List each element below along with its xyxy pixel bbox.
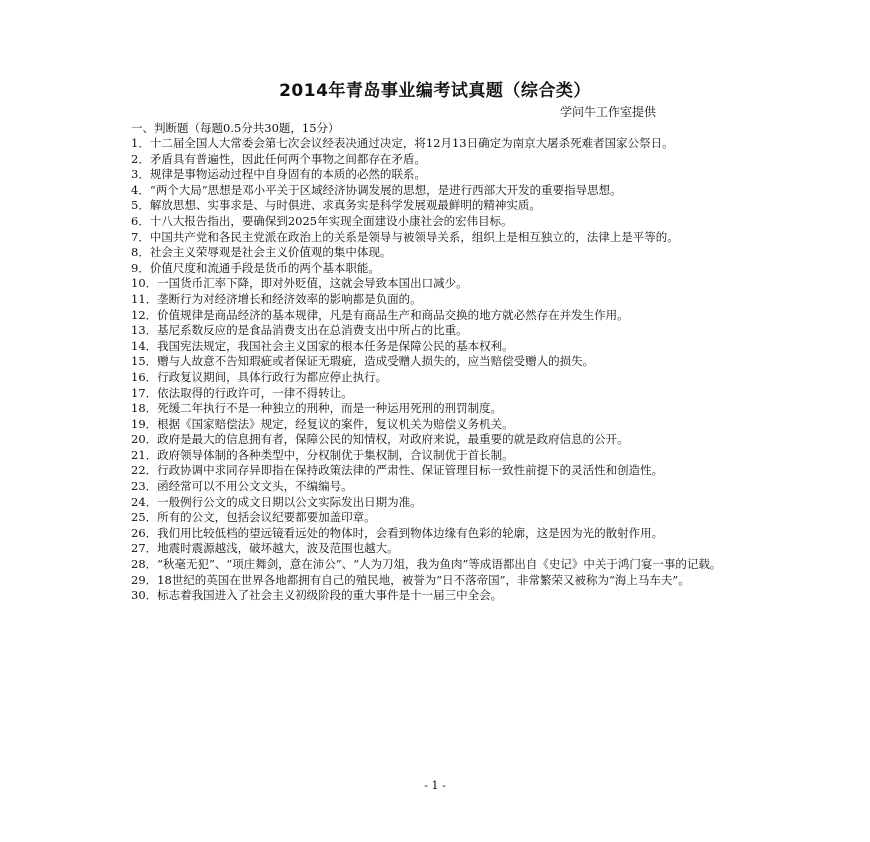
question-item: 26．我们用比较低档的望远镜看远处的物体时，会看到物体边缘有色彩的轮廓，这是因为光的散射作用。 [131, 525, 664, 540]
question-item: 13．基尼系数反应的是食品消费支出在总消费支出中所占的比重。 [131, 323, 468, 338]
question-item: 20．政府是最大的信息拥有者，保障公民的知情权，对政府来说，最重要的就是政府信息的公开。 [131, 432, 629, 447]
question-item: 16．行政复议期间，具体行政行为都应停止执行。 [131, 369, 388, 384]
section-heading: 一、判断题（每题0.5分共30题，15分） [131, 121, 340, 135]
question-item: 21．政府领导体制的各种类型中，分权制优于集权制，合议制优于首长制。 [131, 447, 514, 462]
question-item: 29．18世纪的英国在世界各地都拥有自己的殖民地，被誉为“日不落帝国”，非常繁荣又被称为“海上马车夫”。 [131, 572, 690, 587]
question-item: 18．死缓二年执行不是一种独立的刑种，而是一种运用死刑的刑罚制度。 [131, 401, 503, 416]
question-item: 27．地震时震源越浅，破坏越大，波及范围也越大。 [131, 541, 399, 556]
question-item: 8．社会主义荣辱观是社会主义价值观的集中体现。 [131, 245, 392, 260]
question-item: 7．中国共产党和各民主党派在政治上的关系是领导与被领导关系，组织上是相互独立的，法律上是平等的。 [131, 229, 679, 244]
question-item: 5．解放思想、实事求是、与时俱进、求真务实是科学发展观最鲜明的精神实质。 [131, 198, 541, 213]
question-item: 9．价值尺度和流通手段是货币的两个基本职能。 [131, 260, 380, 275]
question-item: 28．“秋毫无犯”、“项庄舞剑，意在沛公”、“人为刀俎，我为鱼肉”等成语都出自《史记》中关于鸿门宴一事的记载。 [131, 557, 722, 572]
provider-credit: 学问牛工作室提供 [559, 105, 656, 119]
page-number: - 1 - [424, 779, 446, 792]
page-title: 2014年青岛事业编考试真题（综合类） [279, 81, 591, 101]
question-item: 2．矛盾具有普遍性，因此任何两个事物之间都存在矛盾。 [131, 151, 426, 166]
question-item: 22．行政协调中求同存异即指在保持政策法律的严肃性、保证管理目标一致性前提下的灵活性和创造性。 [131, 463, 664, 478]
question-item: 30．标志着我国进入了社会主义初级阶段的重大事件是十一届三中全会。 [131, 588, 503, 603]
question-item: 11．垄断行为对经济增长和经济效率的影响都是负面的。 [131, 291, 422, 306]
question-item: 23．函经常可以不用公文文头，不编编号。 [131, 479, 353, 494]
question-list [131, 136, 743, 604]
question-item: 6．十八大报告指出，要确保到2025年实现全面建设小康社会的宏伟目标。 [131, 213, 513, 228]
question-item: 24．一般例行公文的成文日期以公文实际发出日期为准。 [131, 494, 422, 509]
question-item: 25．所有的公文，包括会议纪要都要加盖印章。 [131, 510, 376, 525]
question-item: 10．一国货币汇率下降，即对外贬值，这就会导致本国出口减少。 [131, 276, 468, 291]
question-item: 14．我国宪法规定，我国社会主义国家的根本任务是保障公民的基本权利。 [131, 338, 514, 353]
question-item: 15．赠与人故意不告知瑕疵或者保证无瑕疵，造成受赠人损失的，应当赔偿受赠人的损失。 [131, 354, 595, 369]
question-item: 1．十二届全国人大常委会第七次会议经表决通过决定，将12月13日确定为南京大屠杀死难者国家公祭日。 [131, 136, 674, 150]
question-item: 12．价值规律是商品经济的基本规律，凡是有商品生产和商品交换的地方就必然存在并发生作用。 [131, 307, 629, 322]
question-item: 19．根据《国家赔偿法》规定，经复议的案件，复议机关为赔偿义务机关。 [131, 416, 514, 431]
question-item: 17．依法取得的行政许可，一律不得转让。 [131, 385, 353, 400]
question-item: 4．“两个大局”思想是邓小平关于区域经济协调发展的思想，是进行西部大开发的重要指导思想。 [131, 182, 622, 197]
question-item: 3．规律是事物运动过程中自身固有的本质的必然的联系。 [131, 167, 426, 182]
